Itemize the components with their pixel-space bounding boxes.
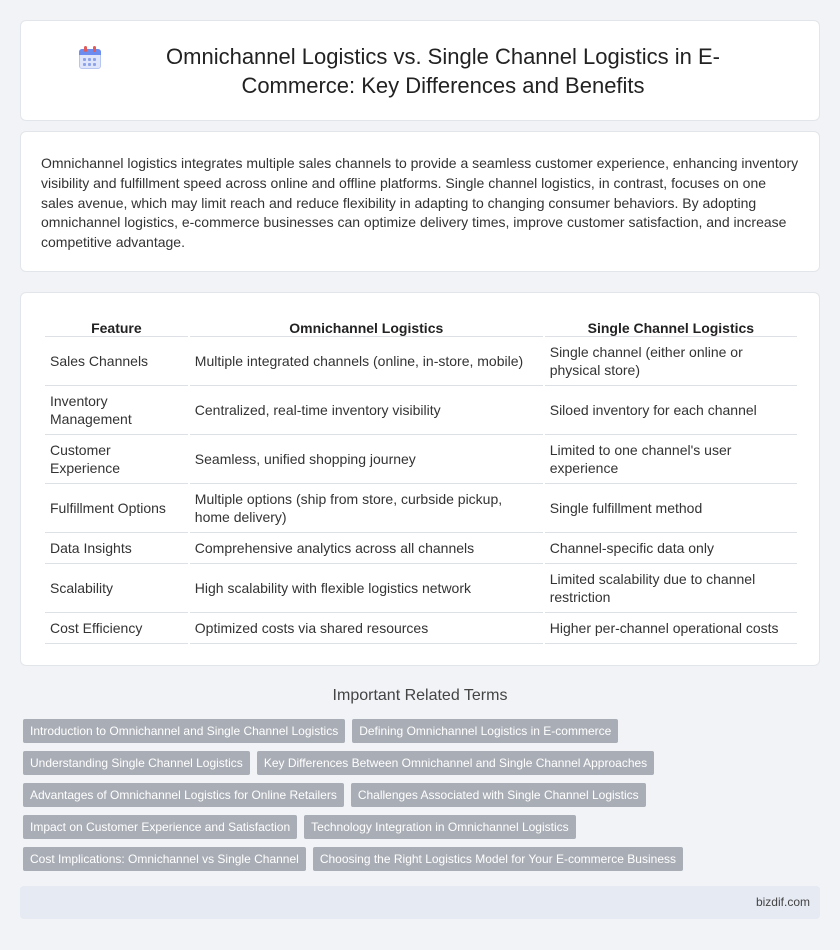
- title-card: [20, 20, 820, 121]
- intro-paragraph: Omnichannel logistics integrates multiple sales channels to provide a seamless customer experience, enhancing inventory visibility and fulfillment speed across online and offline platforms. Single channel logistics, in contrast, focuses on one sales avenue, which may limit reach and reduce flexibility in adapting to changing consumer behaviors. By adopting omnichannel logistics, e-commerce businesses can optimize delivery times, improve customer satisfaction, and increase competitive advantage.: [41, 155, 799, 251]
- calendar-icon: [77, 45, 103, 71]
- cell-omnichannel: Seamless, unified shopping journey: [190, 435, 543, 484]
- header-single-channel: Single Channel Logistics: [545, 315, 797, 337]
- related-term-link[interactable]: Introduction to Omnichannel and Single Channel Logistics: [23, 719, 345, 743]
- related-term-link[interactable]: Key Differences Between Omnichannel and Single Channel Approaches: [257, 751, 654, 775]
- intro-card: [20, 131, 820, 272]
- header-omnichannel: Omnichannel Logistics: [190, 315, 543, 337]
- cell-feature: Customer Experience: [45, 435, 188, 484]
- related-term-link[interactable]: Understanding Single Channel Logistics: [23, 751, 250, 775]
- cell-omnichannel: Comprehensive analytics across all channels: [190, 533, 543, 564]
- table-row: [45, 386, 797, 435]
- cell-single-channel: Higher per-channel operational costs: [545, 613, 797, 644]
- tag-row: [23, 815, 823, 847]
- cell-single-channel: Channel-specific data only: [545, 533, 797, 564]
- header-feature: Feature: [45, 315, 188, 337]
- related-term-link[interactable]: Defining Omnichannel Logistics in E-commerce: [352, 719, 618, 743]
- cell-omnichannel: Optimized costs via shared resources: [190, 613, 543, 644]
- cell-single-channel: Limited to one channel's user experience: [545, 435, 797, 484]
- tag-row: [23, 751, 823, 783]
- cell-single-channel: Limited scalability due to channel restriction: [545, 564, 797, 613]
- cell-omnichannel: High scalability with flexible logistics network: [190, 564, 543, 613]
- footer-site-link[interactable]: bizdif.com: [755, 895, 810, 909]
- cell-omnichannel: Centralized, real-time inventory visibility: [190, 386, 543, 435]
- page-title: Omnichannel Logistics vs. Single Channel Logistics in E-Commerce: Key Differences and Benefits: [166, 43, 720, 98]
- related-terms-title: Important Related Terms: [332, 687, 508, 704]
- cell-feature: Inventory Management: [45, 386, 188, 435]
- related-term-link[interactable]: Technology Integration in Omnichannel Logistics: [304, 815, 575, 839]
- related-term-link[interactable]: Advantages of Omnichannel Logistics for Online Retailers: [23, 783, 344, 807]
- footer: [20, 886, 820, 919]
- cell-single-channel: Single fulfillment method: [545, 484, 797, 533]
- cell-omnichannel: Multiple integrated channels (online, in-store, mobile): [190, 337, 543, 386]
- related-term-link[interactable]: Choosing the Right Logistics Model for Your E-commerce Business: [313, 847, 683, 871]
- comparison-table: [43, 315, 799, 644]
- cell-feature: Fulfillment Options: [45, 484, 188, 533]
- table-row: [45, 533, 797, 564]
- table-row: [45, 484, 797, 533]
- tag-row: [23, 783, 823, 815]
- cell-feature: Cost Efficiency: [45, 613, 188, 644]
- cell-feature: Data Insights: [45, 533, 188, 564]
- table-row: [45, 564, 797, 613]
- related-term-link[interactable]: Cost Implications: Omnichannel vs Single Channel: [23, 847, 306, 871]
- tag-row: [23, 847, 823, 879]
- cell-feature: Sales Channels: [45, 337, 188, 386]
- cell-feature: Scalability: [45, 564, 188, 613]
- cell-omnichannel: Multiple options (ship from store, curbside pickup, home delivery): [190, 484, 543, 533]
- table-row: [45, 613, 797, 644]
- tag-row: [23, 719, 823, 751]
- comparison-card: [20, 292, 820, 666]
- related-term-link[interactable]: Challenges Associated with Single Channel Logistics: [351, 783, 646, 807]
- table-row: [45, 435, 797, 484]
- cell-single-channel: Siloed inventory for each channel: [545, 386, 797, 435]
- table-header-row: [45, 315, 797, 337]
- related-term-link[interactable]: Impact on Customer Experience and Satisfaction: [23, 815, 297, 839]
- table-row: [45, 337, 797, 386]
- related-terms-list: [23, 719, 823, 879]
- title-wrap: [77, 42, 763, 100]
- cell-single-channel: Single channel (either online or physical store): [545, 337, 797, 386]
